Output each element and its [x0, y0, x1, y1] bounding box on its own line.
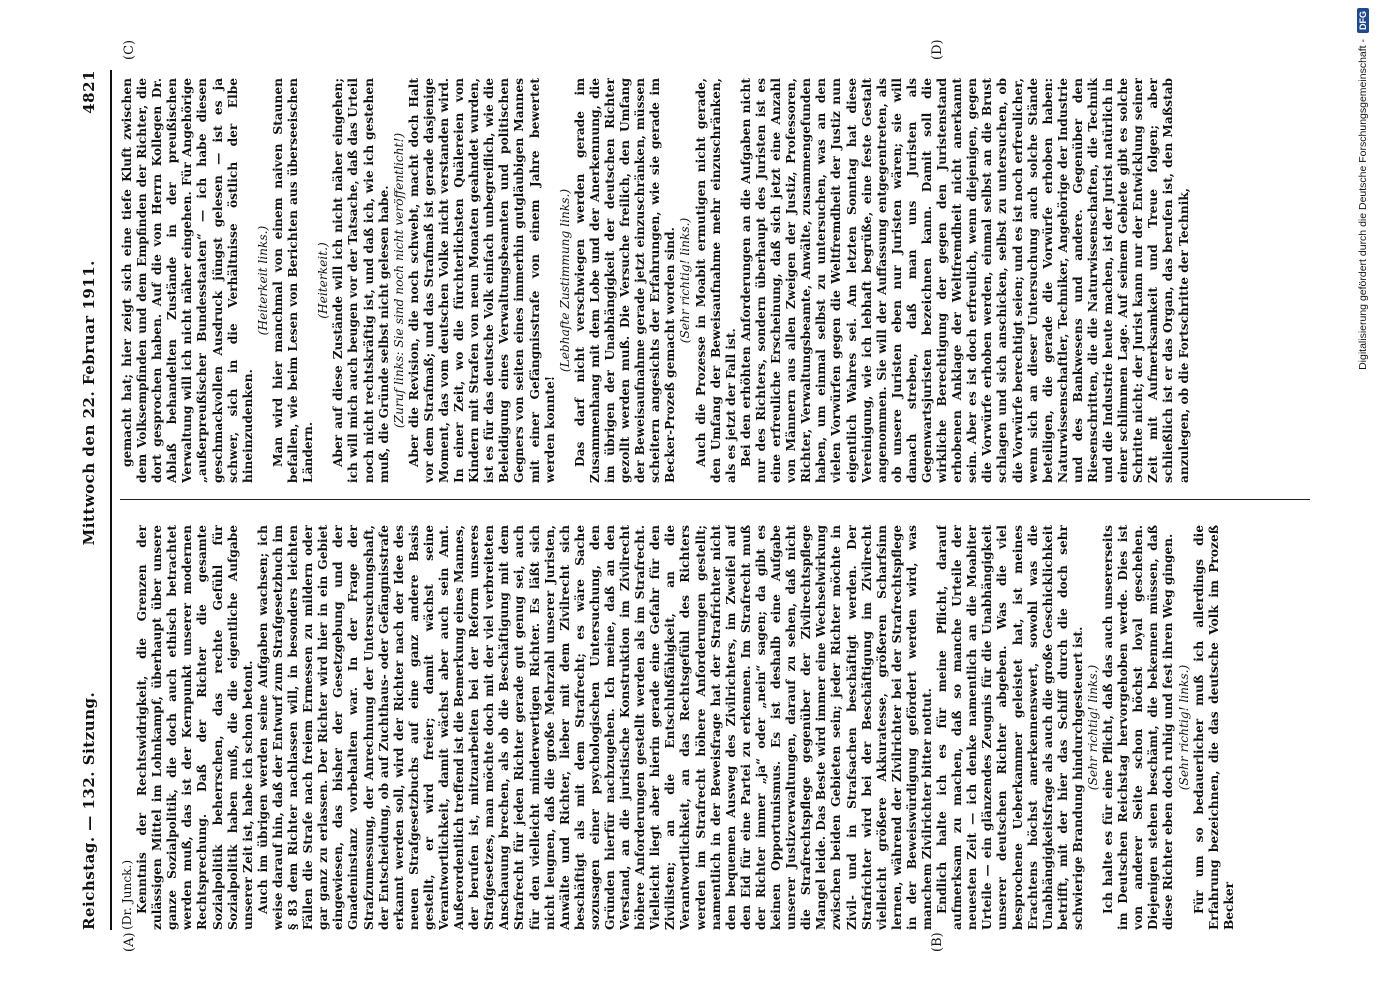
paragraph: Kenntnis der Rechtswidrigkeit, die Grenzen der zulässigen Mittel im Lohnkampf, überhaupt über unsere ganze Sozialpolitik, die doch auch ethisch betrachtet werden muß, das ist der Kernpunkt unserer modernen Rechtsprechung. Daß der Richter die gesamte Sozialpolitik beherrschen, das rechte Gefühl für Sozialpolitik haben muß, die die eigentliche Aufgabe unserer Zeit ist, habe ich schon betont.	[135, 525, 255, 930]
interjection: (Sehr richtig! links.)	[678, 217, 693, 344]
credit-text: Digitalisierung gefördert durch die Deutsche Forschungsgemeinschaft -	[1357, 39, 1369, 370]
interjection: (Heiterkeit.)	[316, 242, 331, 319]
paragraph: Endlich halte ich es für meine Pflicht, darauf aufmerksam zu machen, daß so manche Urteile der neuesten Zeit — ich denke namentlich an die Moabiter Urteile — ein glänzendes Zeugnis für die Unabhängigkeit unserer deutschen Richter abgeben. Was die viel besprochene Ueberkammer geleistet hat, ist meines Erachtens höchst anerkennenswert, sowohl was die Unabhängigkeitsfrage als auch die große Geschicklichkeit betrifft, mit der hier das Schiff durch die doch sehr schwierige Brandung hindurchgesteuert ist.	[935, 525, 1085, 930]
paragraph: gemacht hat; hier zeigt sich eine tiefe Kluft zwischen dem Volksempfinden und dem Empfinden der Richter, die dort gesprochen haben. Auf die von Herrn Kollegen Dr. Ablaß behandelten Zustände in der preußischen Verwaltung will ich nicht näher eingehen. Für Angehörige „außerpreußischer Bundesstaaten“ — ich habe diesen geschmackvollen Ausdruck jüngst gelesen — ist es ja schwer, sich in die Verhältnisse östlich der Elbe hineinzudenken.	[120, 78, 255, 483]
column-divider	[120, 499, 1310, 500]
running-header	[70, 70, 108, 930]
margin-marker-c: (C)	[122, 39, 137, 60]
interjection: (Lebhafte Zustimmung links.)	[557, 188, 572, 373]
dfg-logo: DFG	[1357, 8, 1369, 33]
page-number: 4821	[80, 70, 98, 114]
rotated-page-frame	[70, 39, 1320, 952]
header-left: Reichstag. — 132. Sitzung.	[80, 691, 98, 930]
digitization-credit	[1352, 8, 1374, 508]
paragraph: Das darf nicht verschwiegen werden gerade im Zusammenhang mit dem Lobe und der Anerkennung, die im übrigen der Unabhängigkeit der deutschen Richter gezollt werden muß. Die Versuche freilich, den Umfang der Beweisaufnahme gerade jetzt einzuschränken, müssen scheitern angesichts der Erfahrungen, wie sie gerade im Becker-Prozeß gemacht worden sind.	[572, 78, 678, 483]
paragraph: Ich halte es für eine Pflicht, daß das auch unsererseits im Deutschen Reichstag hervorgehoben werde. Dies ist von anderer Seite schon höchst loyal geschehen. Diejenigen stehen beschämt, die bekennen müssen, daß diese Richter eben doch ruhig und fest ihren Weg gingen.	[1101, 525, 1176, 930]
interjection: (Heiterkeit links.)	[255, 225, 270, 336]
interjection: (Sehr richtig! links.)	[1086, 664, 1100, 791]
margin-marker-a: (A)	[122, 932, 137, 952]
margin-marker-d: (D)	[930, 39, 945, 60]
paragraph: Auch die Prozesse in Moabit ermutigen nicht gerade, den Umfang der Beweisaufnahme mehr einzuschränken, als es jetzt der Fall ist.	[693, 78, 738, 483]
left-column	[120, 525, 1310, 930]
paragraph: Für um so bedauerlicher muß ich allerdings die Erfahrung bezeichnen, die das deutsche Volk im Prozeß Becker	[1191, 525, 1236, 930]
right-column	[120, 78, 1310, 483]
header-rule	[110, 70, 112, 930]
paragraph: Man wird hier manchmal von einem naiven Staunen befallen, wie beim Lesen von Berichten aus überseeischen Ländern.	[270, 78, 316, 483]
paragraph: Aber auf diese Zustände will ich nicht näher eingehen; ich will mich auch beugen vor der Tatsache, daß das Urteil noch nicht rechtskräftig ist, und daß ich, wie ich gestehen muß, die Gründe selbst nicht gelesen habe.	[331, 78, 391, 483]
header-date: Mittwoch den 22. Februar 1911.	[80, 260, 98, 546]
interjection: (Sehr richtig! links.)	[1176, 664, 1191, 791]
paragraph: Aber die Revision, die noch schwebt, macht doch Halt vor dem Strafmaß; und das Strafmaß ist gerade dasjenige Moment, das vom deutschen Volke nicht verstanden wird. In einer Zeit, wo die fürchterlichsten Quälereien von Kindern mit Strafen von neun Monaten geahndet wurden, ist es für das deutsche Volk einfach unbegreiflich, wie die Beleidigung eines Verwaltungsbeamten und politischen Gegners von seiten eines immerhin gutgläubigen Mannes mit einer Gefängnisstrafe von einem Jahre bewertet werden konnte!	[406, 78, 557, 483]
paragraph: Bei den erhöhten Anforderungen an die Aufgaben nicht nur des Richters, sondern überhaupt des Juristen ist es eine erfreuliche Erscheinung, daß sich jetzt eine Anzahl von Männern aus allen Zweigen der Justiz, Professoren, Richter, Verwaltungsbeamte, Anwälte, zusammengefunden haben, um einmal selbst zu untersuchen, was an den vielen Vorwürfen gegen die Weltfremdheit der Justiz nun eigentlich Wahres sei. Am letzten Sonntag hat diese Vereinigung, wie ich lebhaft begrüße, eine feste Gestalt angenommen. Sie will der Auffassung entgegentreten, als ob unsere Juristen eben nur Juristen wären; sie will danach streben, daß man uns Juristen als Gegenwartsjuristen bezeichnen kann. Damit soll die wirkliche Berechtigung der gegen den Juristenstand erhobenen Anklage der Weltfremdheit nicht anerkannt sein. Aber es ist doch erfreulich, wenn diejenigen, gegen die Vorwürfe erhoben werden, einmal selbst an die Brust schlagen und sich anschicken, selbst zu untersuchen, ob die Vorwürfe berechtigt seien; und es ist noch erfreulicher, wenn sich an dieser Untersuchung auch solche Stände beteiligen, die gerade die Vorwürfe erhoben haben: Naturwissenschaftler, Techniker, Angehörige der Industrie und des Bankwesens und andere. Gegenüber den Riesenschritten, die die Naturwissenschaften, die Technik und die Industrie heute machen, ist der Jurist natürlich in einer schlimmen Lage. Auf seinem Gebiete gibt es solche Schritte nicht; der Jurist kann nur der Entwicklung seiner Zeit mit Aufmerksamkeit und Treue folgen; aber schließlich ist er das Organ, das berufen ist, den Maßstab anzulegen, ob die Fortschritte der Technik,	[738, 78, 1191, 483]
paragraph: Auch im übrigen werden seine Aufgaben wachsen; ich weise darauf hin, daß der Entwurf zum Strafgesetzbuch im § 83 dem Richter nachlassen will, in besonders leichten Fällen die Strafe nach freiem Ermessen zu mildern oder gar ganz zu erlassen. Der Richter wird hier in ein Gebiet eingewiesen, das bisher der Gesetzgebung und der Gnadeninstanz vorbehalten war. In der Frage der Strafzumessung, der Anrechnung der Untersuchungshaft, der Entscheidung, ob auf Zuchthaus- oder Gefängnisstrafe erkannt werden soll, wird der Richter nach der Idee des neuen Strafgesetzbuchs auf eine ganz andere Basis gestellt, er wird freier; damit wächst seine Verantwortlichkeit, damit wächst aber auch sein Amt. Außerordentlich treffend ist die Bemerkung eines Mannes, der berufen ist, mitzuarbeiten bei der Reform unseres Strafgesetzes, man möchte doch mit der viel verbreiteten Anschauung brechen, als ob die Beschäftigung mit dem Strafrecht für jeden Richter gerade gut genug sei, auch für den vielleicht minderwertigen Richter. Es läßt sich nicht leugnen, daß die große Mehrzahl unserer Juristen, Anwälte und Richter, lieber mit dem Zivilrecht sich beschäftigt als mit dem Strafrecht; es wäre Sache sozusagen einer psychologischen Untersuchung, den Gründen hierfür nachzugehen. Ich meine, daß an den Verstand, an die juristische Konstruktion im Zivilrecht höhere Anforderungen gestellt werden als im Strafrecht. Vielleicht liegt aber hierin gerade eine Gefahr für den Zivilisten; an die Entschlußfähigkeit, an die Verantwortlichkeit, an das Rechtsgefühl des Richters werden im Strafrecht höhere Anforderungen gestellt; namentlich in der Beweisfrage hat der Strafrichter nicht den bequemen Ausweg des Zivilrichters, im Zweifel auf den Eid für eine Partei zu erkennen. Im Strafrecht muß der Richter immer „ja“ oder „nein“ sagen; da gibt es keinen Opportunismus. Es ist deshalb eine Aufgabe unserer Justizverwaltungen, darauf zu sehen, daß nicht die Strafrechtspflege gegenüber der Zivilrechtspflege Mangel leide. Das Beste wird immer eine Wechselwirkung zwischen beiden Gebieten sein; jeder Richter möchte in Zivil- und in Strafsachen beschäftigt werden. Der Strafrichter wird bei der Beschäftigung im Zivilrecht vielleicht größere Akkuratesse, größeren Scharfsinn lernen, während der Zivilrichter bei der Strafrechtspflege in der Beweiswürdigung gefördert werden wird, was manchem Zivilrichter bitter nottut.	[255, 525, 934, 930]
speaker-note: (Dr. Junck.)	[120, 859, 134, 930]
margin-marker-b: (B)	[930, 932, 945, 952]
interjection: (Zuruf links: Sie sind noch nicht veröffentlicht!)	[391, 132, 406, 429]
